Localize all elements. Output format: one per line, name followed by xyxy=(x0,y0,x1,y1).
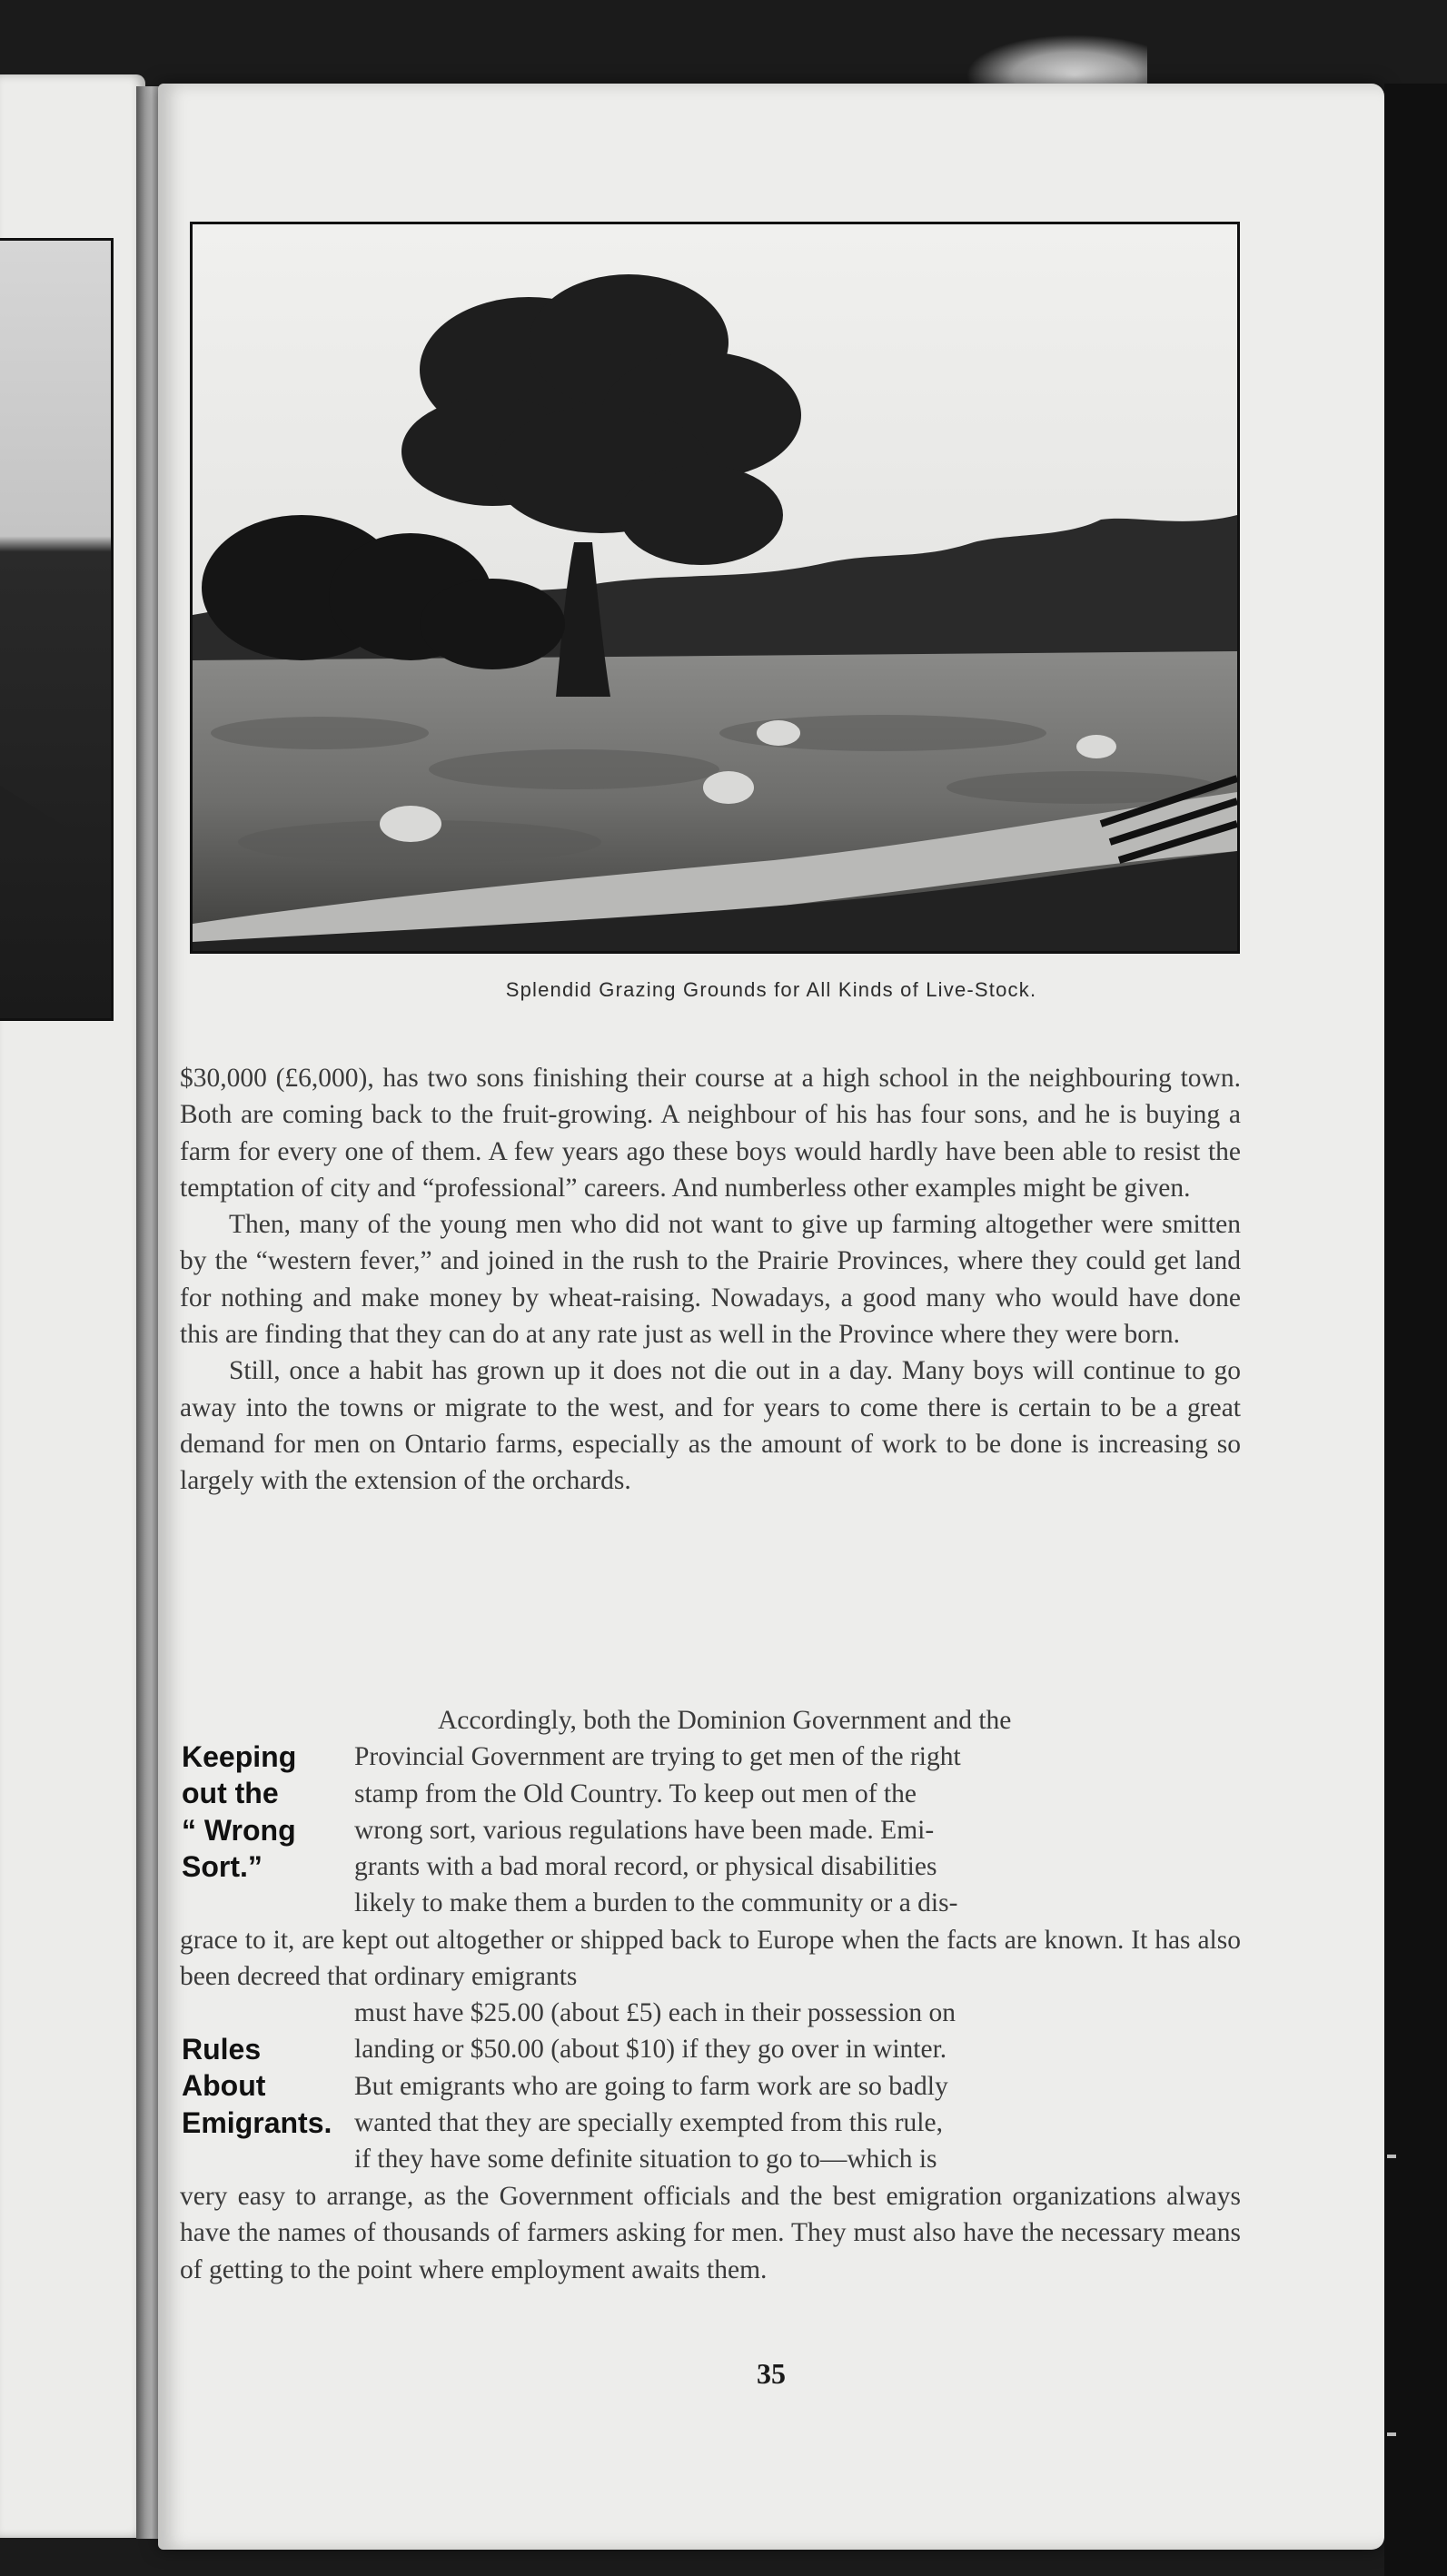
rules-section xyxy=(354,1995,1241,2177)
building-roof-shape xyxy=(0,786,100,849)
keeping-out-continuation: grace to it, are kept out altogether or shipped back to Europe when the facts are known. It has also been decreed that ordinary emigrants xyxy=(180,1926,1241,1992)
section-line: landing or $50.00 (about $10) if they go over in winter. xyxy=(354,2035,947,2065)
section-line: must have $25.00 (about £5) each in their possession on xyxy=(354,1998,956,2027)
page-number: 35 xyxy=(757,2357,786,2390)
paragraph-3: Still, once a habit has grown up it does not die out in a day. Many boys will continue to go away into the towns or migrate to the west, and for years to come there is certain to be a great demand for men on Ontario farms, especially as the amount of work to be done is increasing so largely with the extension of the orchards. xyxy=(180,1356,1241,1496)
scan-background-edge xyxy=(1384,84,1447,2576)
section-line: Provincial Government are trying to get men of the right xyxy=(354,1742,961,1772)
edge-mark xyxy=(1387,2155,1396,2158)
edge-mark xyxy=(1387,2432,1396,2436)
section-line: if they have some definite situation to go to—which is xyxy=(354,2145,937,2175)
paragraph-2: Then, many of the young men who did not want to give up farming altogether were smitten by the “western fever,” and joined in the rush to the Prairie Provinces, where they could get land for nothing and make money by wheat-raising. Nowadays, a good many who would have done this are finding that they can do at any rate just as well in the Province where they were born. xyxy=(180,1210,1241,1350)
photo-caption: Splendid Grazing Grounds for All Kinds of Live-Stock. xyxy=(505,978,1037,1001)
book-page xyxy=(158,84,1384,2550)
adjacent-page-left xyxy=(0,74,145,2538)
landscape-illustration xyxy=(193,224,1237,951)
section-line: likely to make them a burden to the community or a dis- xyxy=(354,1888,958,1918)
section-line: wrong sort, various regulations have been made. Emi- xyxy=(354,1815,935,1845)
section-lead-line: Accordingly, both the Dominion Government and the xyxy=(438,1706,1012,1735)
grazing-grounds-photo xyxy=(190,222,1240,954)
keeping-out-section xyxy=(354,1702,1241,1922)
section-line: stamp from the Old Country. To keep out men of the xyxy=(354,1778,917,1808)
adjacent-page-photo xyxy=(0,238,114,1021)
torn-paper-edge xyxy=(966,35,1147,85)
rules-continuation: very easy to arrange, as the Government officials and the best emigration organizations always have the names of thousands of farmers asking for men. They must also have the necessary means of getting to the point where employment awaits them. xyxy=(180,2182,1241,2284)
section-line: wanted that they are specially exempted from this rule, xyxy=(354,2107,943,2137)
margin-heading-rules-about-emigrants: Rules About Emigrants. xyxy=(182,2033,332,2139)
section-line: grants with a bad moral record, or physical disabilities xyxy=(354,1852,937,1882)
section-line: But emigrants who are going to farm work are so badly xyxy=(354,2071,948,2101)
margin-heading-keeping-out: Keeping out the “ Wrong Sort.” xyxy=(182,1740,297,1883)
article-body xyxy=(180,1060,1241,1500)
paragraph-1: $30,000 (£6,000), has two sons finishing their course at a high school in the neighbouring town. Both are coming back to the fruit-growing. A neighbour of his has four sons, and he is buying a farm for every one of them. A few years ago these boys would hardly have been able to resist the temptation of city and “professional” careers. And numberless other examples might be given. xyxy=(180,1064,1241,1203)
